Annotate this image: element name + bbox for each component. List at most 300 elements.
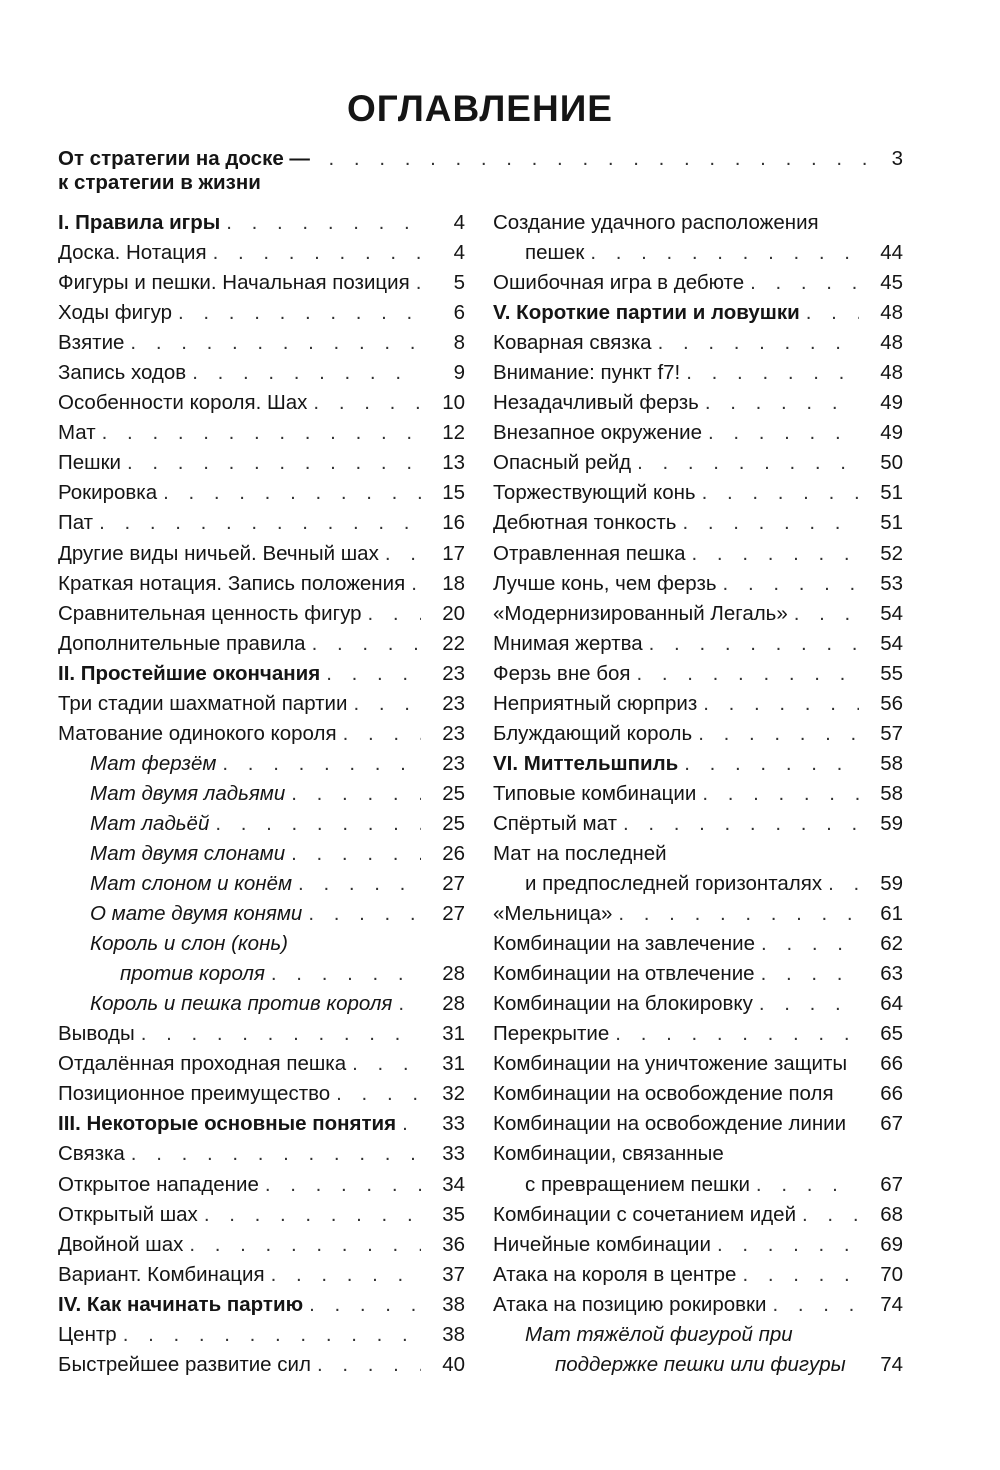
entry-page: 18	[442, 571, 465, 595]
dot-leader	[135, 1019, 421, 1049]
entry-title: Другие виды ничьей. Вечный шах	[58, 541, 379, 565]
entry-page: 3	[891, 147, 904, 170]
entry-title: Быстрейшее развитие сил	[58, 1352, 311, 1376]
dot-leader	[285, 779, 421, 809]
toc-entry[interactable]	[58, 689, 465, 719]
dot-leader	[796, 1200, 859, 1230]
dot-leader	[766, 1290, 859, 1320]
toc-entry[interactable]	[58, 1079, 465, 1109]
entry-page: 66	[880, 1082, 903, 1106]
entry-page: 37	[442, 1262, 465, 1286]
entry-title: Особенности короля. Шах	[58, 391, 308, 415]
toc-entry[interactable]	[493, 208, 903, 238]
entry-page: 64	[880, 992, 903, 1016]
entry-title: Мат	[58, 421, 96, 445]
toc-entry[interactable]	[493, 298, 903, 328]
entry-title: О мате двумя конями	[90, 902, 303, 926]
dot-leader	[753, 989, 859, 1019]
entry-title: Лучше конь, чем ферзь	[493, 571, 717, 595]
entry-page: 31	[442, 1022, 465, 1046]
toc-entry[interactable]	[58, 268, 465, 298]
entry-page: 61	[880, 902, 903, 926]
toc-entry[interactable]	[493, 388, 903, 418]
toc-entry[interactable]	[58, 719, 465, 749]
entry-title: II. Простейшие окончания	[58, 661, 321, 685]
entry-title: Дополнительные правила	[58, 631, 306, 655]
entry-title: Атака на короля в центре	[493, 1262, 737, 1286]
toc-entry[interactable]	[493, 328, 903, 358]
entry-title: Взятие	[58, 331, 125, 355]
entry-title: и предпоследней горизонталях	[525, 872, 823, 896]
entry-title: Доска. Нотация	[58, 241, 207, 265]
toc-entry[interactable]	[493, 689, 903, 719]
entry-page: 69	[880, 1232, 903, 1256]
dot-leader	[800, 298, 859, 328]
entry-title: Пешки	[58, 451, 122, 475]
dot-leader	[311, 1350, 421, 1380]
entry-title: Матование одинокого короля	[58, 721, 337, 745]
entry-page: 67	[880, 1172, 903, 1196]
dot-leader	[617, 809, 859, 839]
entry-title: Блуждающий король	[493, 721, 693, 745]
toc-entry[interactable]	[58, 959, 465, 989]
entry-page: 58	[880, 781, 903, 805]
toc-entry[interactable]	[493, 1290, 903, 1320]
toc-entry[interactable]	[493, 809, 903, 839]
entry-page: 56	[880, 691, 903, 715]
dot-leader	[396, 1109, 421, 1139]
entry-page: 53	[880, 571, 903, 595]
entry-title: I. Правила игры	[58, 211, 221, 234]
entry-title: Пат	[58, 511, 94, 535]
toc-entry[interactable]	[493, 749, 903, 779]
toc-entry[interactable]	[58, 388, 465, 418]
entry-page: 31	[442, 1052, 465, 1076]
entry-title: «Модернизированный Легаль»	[493, 601, 788, 625]
toc-entry[interactable]	[493, 268, 903, 298]
toc-entry[interactable]	[58, 208, 465, 238]
toc-entry[interactable]	[58, 1200, 465, 1230]
toc-entry[interactable]	[58, 869, 465, 899]
dot-leader	[697, 689, 859, 719]
toc-entry[interactable]	[493, 1260, 903, 1290]
entry-page: 48	[880, 331, 903, 355]
entry-page: 58	[880, 751, 903, 775]
dot-leader	[736, 1260, 859, 1290]
toc-entry[interactable]	[58, 629, 465, 659]
dot-leader	[302, 899, 421, 929]
toc-entry[interactable]	[493, 929, 903, 959]
entry-title: Мат двумя ладьями	[90, 781, 286, 805]
entry-title: Перекрытие	[493, 1022, 610, 1046]
entry-title: Атака на позицию рокировки	[493, 1292, 767, 1316]
entry-title: с превращением пешки	[525, 1172, 750, 1196]
dot-leader	[157, 478, 421, 508]
toc-entry[interactable]	[493, 899, 903, 929]
entry-title: Комбинации на отвлечение	[493, 962, 755, 986]
toc-entry[interactable]	[58, 539, 465, 569]
dot-leader	[750, 1170, 859, 1200]
toc-left-column	[58, 208, 465, 1380]
entry-title: III. Некоторые основные понятия	[58, 1112, 397, 1136]
dot-leader	[285, 839, 421, 869]
entry-page: 50	[880, 451, 903, 475]
dot-leader	[307, 388, 421, 418]
toc-entry[interactable]	[58, 809, 465, 839]
entry-title: Сравнительная ценность фигур	[58, 601, 362, 625]
dot-leader	[680, 358, 859, 388]
entry-title: Комбинации на завлечение	[493, 932, 756, 956]
entry-page: 16	[442, 511, 465, 535]
entry-title: Комбинации на освобождение линии	[493, 1112, 847, 1136]
toc-entry[interactable]	[58, 328, 465, 358]
entry-title: Торжествующий конь	[493, 481, 696, 505]
entry-page: 51	[880, 481, 903, 505]
dot-leader	[696, 779, 859, 809]
entry-title: Выводы	[58, 1022, 135, 1046]
entry-title: поддержке пешки или фигуры	[555, 1352, 846, 1376]
toc-entry[interactable]	[58, 779, 465, 809]
entry-title: Король и слон (конь)	[90, 932, 288, 956]
entry-title: Типовые комбинации	[493, 781, 697, 805]
dot-leader	[183, 1230, 421, 1260]
entry-page: 48	[880, 301, 903, 325]
dot-leader	[265, 959, 421, 989]
page-title: ОГЛАВЛЕНИЕ	[347, 88, 613, 129]
entry-page: 26	[442, 841, 465, 865]
entry-title: Создание удачного расположения	[493, 211, 819, 234]
entry-page: 13	[442, 451, 465, 475]
entry-title: Ходы фигур	[58, 301, 173, 325]
entry-title: IV. Как начинать партию	[58, 1292, 304, 1316]
entry-page: 15	[442, 481, 465, 505]
dot-leader	[330, 1079, 421, 1109]
dot-leader	[121, 448, 421, 478]
toc-entry[interactable]	[58, 448, 465, 478]
dot-leader	[755, 929, 859, 959]
toc-entry[interactable]	[493, 1079, 903, 1109]
entry-title: От стратегии на доске — к стратегии в жизни	[58, 147, 310, 194]
entry-page: 4	[453, 211, 465, 234]
dot-leader	[696, 478, 859, 508]
dot-leader	[643, 629, 859, 659]
dot-leader	[652, 328, 859, 358]
entry-title: Фигуры и пешки. Начальная позиция	[58, 271, 410, 295]
entry-title: Спёртый мат	[493, 811, 617, 835]
entry-page: 54	[880, 601, 903, 625]
entry-title: пешек	[525, 241, 585, 265]
entry-title: Неприятный сюрприз	[493, 691, 698, 715]
toc-entry[interactable]	[58, 418, 465, 448]
dot-leader	[292, 869, 421, 899]
dot-leader	[186, 358, 421, 388]
dot-leader	[678, 749, 859, 779]
entry-title: Мнимая жертва	[493, 631, 643, 655]
entry-title: Отдалённая проходная пешка	[58, 1052, 347, 1076]
toc-entry[interactable]	[493, 448, 903, 478]
dot-leader	[711, 1230, 859, 1260]
toc-entry[interactable]	[493, 989, 903, 1019]
toc-entry[interactable]	[58, 1350, 465, 1380]
dot-leader	[259, 1170, 421, 1200]
entry-title: Центр	[58, 1322, 117, 1346]
toc-entry[interactable]	[493, 418, 903, 448]
entry-page: 49	[880, 391, 903, 415]
entry-title: Комбинации на блокировку	[493, 992, 753, 1016]
toc-entry[interactable]	[493, 539, 903, 569]
toc-entry[interactable]	[493, 839, 903, 869]
dot-leader	[584, 238, 859, 268]
dot-leader	[321, 147, 886, 171]
toc-entry[interactable]	[493, 569, 903, 599]
entry-page: 25	[442, 811, 465, 835]
entry-page: 27	[442, 902, 465, 926]
entry-title: Рокировка	[58, 481, 158, 505]
entry-page: 28	[442, 962, 465, 986]
dot-leader	[379, 539, 421, 569]
toc-right-column	[493, 208, 903, 1380]
entry-page: 32	[442, 1082, 465, 1106]
dot-leader	[93, 508, 421, 538]
toc-entry[interactable]	[493, 238, 903, 268]
entry-page: 52	[880, 541, 903, 565]
toc-entry[interactable]	[493, 629, 903, 659]
entry-title: Открытый шах	[58, 1202, 198, 1226]
dot-leader	[320, 659, 421, 689]
entry-page: 59	[880, 811, 903, 835]
toc-entry[interactable]	[58, 298, 465, 328]
toc-entry[interactable]	[58, 569, 465, 599]
entry-page: 20	[442, 601, 465, 625]
entry-page: 23	[442, 751, 465, 775]
entry-title: Мат на последней	[493, 841, 667, 865]
entry-page: 49	[880, 421, 903, 445]
toc-entry[interactable]	[493, 869, 903, 899]
entry-title: Внимание: пункт f7!	[493, 361, 681, 385]
toc-entry[interactable]	[58, 599, 465, 629]
entry-title: Мат двумя слонами	[90, 841, 286, 865]
toc-entry[interactable]	[58, 1260, 465, 1290]
dot-leader	[209, 809, 421, 839]
toc-entry[interactable]	[58, 1320, 465, 1350]
dot-leader	[755, 959, 859, 989]
toc-entry[interactable]	[493, 508, 903, 538]
entry-page: 33	[442, 1112, 465, 1136]
dot-leader	[609, 1019, 859, 1049]
entry-page: 54	[880, 631, 903, 655]
toc-entry[interactable]	[493, 779, 903, 809]
entry-title: Три стадии шахматной партии	[58, 691, 348, 715]
toc-entry[interactable]	[493, 1230, 903, 1260]
entry-title: Краткая нотация. Запись положения	[58, 571, 406, 595]
entry-title: против короля	[120, 962, 265, 986]
entry-page: 66	[880, 1052, 903, 1076]
toc-entry[interactable]	[493, 959, 903, 989]
dot-leader	[676, 508, 859, 538]
dot-leader	[410, 268, 421, 298]
entry-title: Отравленная пешка	[493, 541, 686, 565]
entry-title: Мат ладьёй	[90, 811, 210, 835]
toc-entry[interactable]	[493, 719, 903, 749]
toc-entry[interactable]	[58, 1230, 465, 1260]
entry-page: 65	[880, 1022, 903, 1046]
toc-entry[interactable]	[58, 989, 465, 1019]
entry-title: Король и пешка против короля	[90, 992, 393, 1016]
entry-title: Позиционное преимущество	[58, 1082, 331, 1106]
toc-entry[interactable]	[58, 1170, 465, 1200]
entry-page: 57	[880, 721, 903, 745]
entry-title: Комбинации на уничтожение защиты	[493, 1052, 848, 1076]
entry-page: 33	[442, 1142, 465, 1166]
toc-entry[interactable]	[58, 749, 465, 779]
dot-leader	[788, 599, 859, 629]
toc-entry[interactable]	[493, 1320, 903, 1350]
entry-page: 10	[442, 391, 465, 415]
entry-page: 25	[442, 781, 465, 805]
entry-page: 63	[880, 962, 903, 986]
toc-entry[interactable]	[58, 1109, 465, 1139]
entry-page: 34	[442, 1172, 465, 1196]
toc-entry[interactable]	[58, 1049, 465, 1079]
dot-leader	[699, 388, 859, 418]
dot-leader	[198, 1200, 421, 1230]
toc-entry[interactable]	[58, 508, 465, 538]
dot-leader	[630, 659, 859, 689]
entry-title: Двойной шах	[58, 1232, 184, 1256]
entry-page: 51	[880, 511, 903, 535]
entry-page: 36	[442, 1232, 465, 1256]
entry-page: 6	[453, 301, 465, 325]
entry-page: 68	[880, 1202, 903, 1226]
dot-leader	[337, 719, 421, 749]
entry-title: Ничейные комбинации	[493, 1232, 711, 1256]
entry-title: Незадачливый ферзь	[493, 391, 699, 415]
toc-entry[interactable]	[493, 1200, 903, 1230]
toc-entry[interactable]	[58, 1139, 465, 1169]
entry-page: 48	[880, 361, 903, 385]
dot-leader	[692, 719, 859, 749]
dot-leader	[220, 208, 421, 238]
entry-title: Дебютная тонкость	[493, 511, 677, 535]
entry-page: 17	[442, 541, 465, 565]
entry-page: 44	[880, 241, 903, 265]
entry-page: 22	[442, 631, 465, 655]
dot-leader	[124, 328, 421, 358]
entry-page: 5	[453, 271, 465, 295]
toc-entry[interactable]	[493, 1109, 903, 1139]
dot-leader	[207, 238, 421, 268]
dot-leader	[717, 569, 859, 599]
entry-title: Мат слоном и конём	[90, 872, 293, 896]
entry-title: Опасный рейд	[493, 451, 632, 475]
entry-title: Комбинации на освобождение поля	[493, 1082, 834, 1106]
entry-title: Ферзь вне боя	[493, 661, 631, 685]
dot-leader	[117, 1320, 421, 1350]
toc-entry[interactable]	[493, 478, 903, 508]
entry-page: 45	[880, 271, 903, 295]
toc-intro-entry[interactable]	[58, 147, 904, 194]
entry-title: Вариант. Комбинация	[58, 1262, 265, 1286]
toc-entry[interactable]	[493, 1139, 903, 1169]
toc-entry[interactable]	[493, 358, 903, 388]
entry-page: 62	[880, 932, 903, 956]
dot-leader	[405, 569, 421, 599]
entry-title: Мат тяжёлой фигурой при	[525, 1322, 793, 1346]
toc-entry[interactable]	[493, 1350, 903, 1380]
toc-entry[interactable]	[493, 659, 903, 689]
entry-page: 35	[442, 1202, 465, 1226]
entry-page: 38	[442, 1292, 465, 1316]
entry-page: 8	[453, 331, 465, 355]
entry-page: 59	[880, 872, 903, 896]
dot-leader	[125, 1139, 421, 1169]
entry-page: 23	[442, 661, 465, 685]
toc-entry[interactable]	[58, 929, 465, 959]
dot-leader	[216, 749, 421, 779]
dot-leader	[347, 689, 421, 719]
entry-title: V. Короткие партии и ловушки	[493, 301, 800, 325]
entry-title: Внезапное окружение	[493, 421, 702, 445]
entry-page: 74	[880, 1292, 903, 1316]
entry-title: Коварная связка	[493, 331, 652, 355]
entry-page: 55	[880, 661, 903, 685]
entry-page: 28	[442, 992, 465, 1016]
entry-page: 67	[880, 1112, 903, 1136]
dot-leader	[96, 418, 421, 448]
toc-entry[interactable]	[58, 1290, 465, 1320]
toc-entry[interactable]	[493, 1049, 903, 1079]
entry-page: 23	[442, 691, 465, 715]
entry-title: Комбинации, связанные	[493, 1142, 724, 1166]
dot-leader	[631, 448, 859, 478]
entry-page: 9	[453, 361, 465, 385]
entry-page: 4	[453, 241, 465, 265]
entry-page: 70	[880, 1262, 903, 1286]
toc-entry[interactable]	[58, 839, 465, 869]
entry-page: 12	[442, 421, 465, 445]
dot-leader	[392, 989, 421, 1019]
toc-entry[interactable]	[493, 599, 903, 629]
dot-leader	[744, 268, 859, 298]
entry-title: VI. Миттельшпиль	[493, 751, 679, 775]
dot-leader	[172, 298, 421, 328]
toc-entry[interactable]	[58, 659, 465, 689]
entry-title: «Мельница»	[493, 902, 613, 926]
dot-leader	[265, 1260, 421, 1290]
toc-entry[interactable]	[58, 1019, 465, 1049]
entry-page: 23	[442, 721, 465, 745]
entry-title: Ошибочная игра в дебюте	[493, 271, 745, 295]
dot-leader	[822, 869, 859, 899]
toc-entry[interactable]	[493, 1170, 903, 1200]
dot-leader	[346, 1049, 421, 1079]
dot-leader	[612, 899, 859, 929]
entry-title: Комбинации с сочетанием идей	[493, 1202, 797, 1226]
dot-leader	[303, 1290, 421, 1320]
dot-leader	[306, 629, 421, 659]
entry-page: 38	[442, 1322, 465, 1346]
toc-entry[interactable]	[58, 478, 465, 508]
dot-leader	[686, 539, 859, 569]
toc-entry[interactable]	[58, 358, 465, 388]
entry-page: 27	[442, 872, 465, 896]
toc-entry[interactable]	[58, 238, 465, 268]
toc-entry[interactable]	[493, 1019, 903, 1049]
entry-page: 40	[442, 1352, 465, 1376]
toc-entry[interactable]	[58, 899, 465, 929]
entry-page: 74	[880, 1352, 903, 1376]
entry-title: Связка	[58, 1142, 125, 1166]
